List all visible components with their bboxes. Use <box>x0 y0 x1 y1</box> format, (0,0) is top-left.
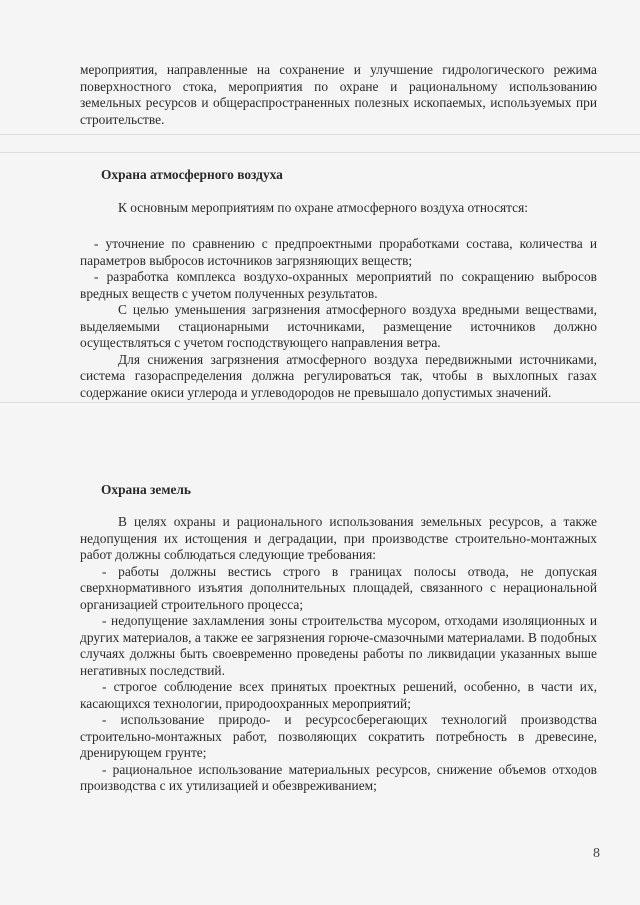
section-heading-air: Охрана атмосферного воздуха <box>101 167 283 182</box>
air-lead-paragraph: К основным мероприятиям по охране атмосферного воздуха относятся: <box>118 200 529 215</box>
list-item: - разработка комплекса воздухо-охранных мероприятий по сокращению выбросов вредных веществ с учетом полученных результатов. <box>80 269 597 301</box>
list-item: - рациональное использование материальных ресурсов, снижение объемов отходов производства с их утилизацией и обезвреживанием; <box>80 761 597 793</box>
scan-artifact-line <box>0 134 640 135</box>
list-item: - уточнение по сравнению с предпроектными проработками состава, количества и параметров выбросов источников загрязняющих веществ; <box>80 236 597 268</box>
intro-block <box>80 62 597 128</box>
land-lead-paragraph: В целях охраны и рационального использования земельных ресурсов, а также недопущения их истощения и деградации, при производстве строительно-монтажных работ должны соблюдаться следующие требования: <box>80 514 597 562</box>
page-number: 8 <box>593 846 600 861</box>
scan-artifact-line <box>0 152 640 153</box>
list-item: - строгое соблюдение всех принятых проектных решений, особенно, в части их, касающихся технологии, природоохранных мероприятий; <box>80 679 597 711</box>
intro-paragraph: мероприятия, направленные на сохранение и улучшение гидрологического режима поверхностного стока, мероприятия по охране и рациональному использованию земельных ресурсов и общераспространенных полезных ископаемых, используемых при строительстве. <box>80 62 597 127</box>
list-item: - работы должны вестись строго в границах полосы отвода, не допуская сверхнормативного изъятия дополнительных площадей, связанного с нерациональной организацией строительного процесса; <box>80 563 597 612</box>
air-paragraph: С целью уменьшения загрязнения атмосферного воздуха вредными веществами, выделяемыми стационарными источниками, размещение источников должно осуществляться с учетом господствующего направления ветра. <box>80 302 597 350</box>
list-item: - использование природо- и ресурсосберегающих технологий производства строительно-монтажных работ, позволяющих сократить потребность в древесине, дренирующем грунте; <box>80 712 597 760</box>
land-body-block <box>80 514 597 795</box>
scan-artifact-line <box>0 402 640 403</box>
air-body-block <box>80 236 597 401</box>
air-lead-block <box>80 200 597 217</box>
air-paragraph: Для снижения загрязнения атмосферного воздуха передвижными источниками, система газораспределения должна регулироваться так, чтобы в выхлопных газах содержание окиси углерода и углеводородов не превышало допустимых значений. <box>80 351 597 400</box>
section-heading-land: Охрана земель <box>101 482 191 497</box>
list-item: - недопущение захламления зоны строительства мусором, отходами изоляционных и других материалов, а также ее загрязнения горюче-смазочными материалами. В подобных случаях должны быть своевременно проведены работы по ликвидации указанных выше негативных последствий. <box>80 613 597 678</box>
